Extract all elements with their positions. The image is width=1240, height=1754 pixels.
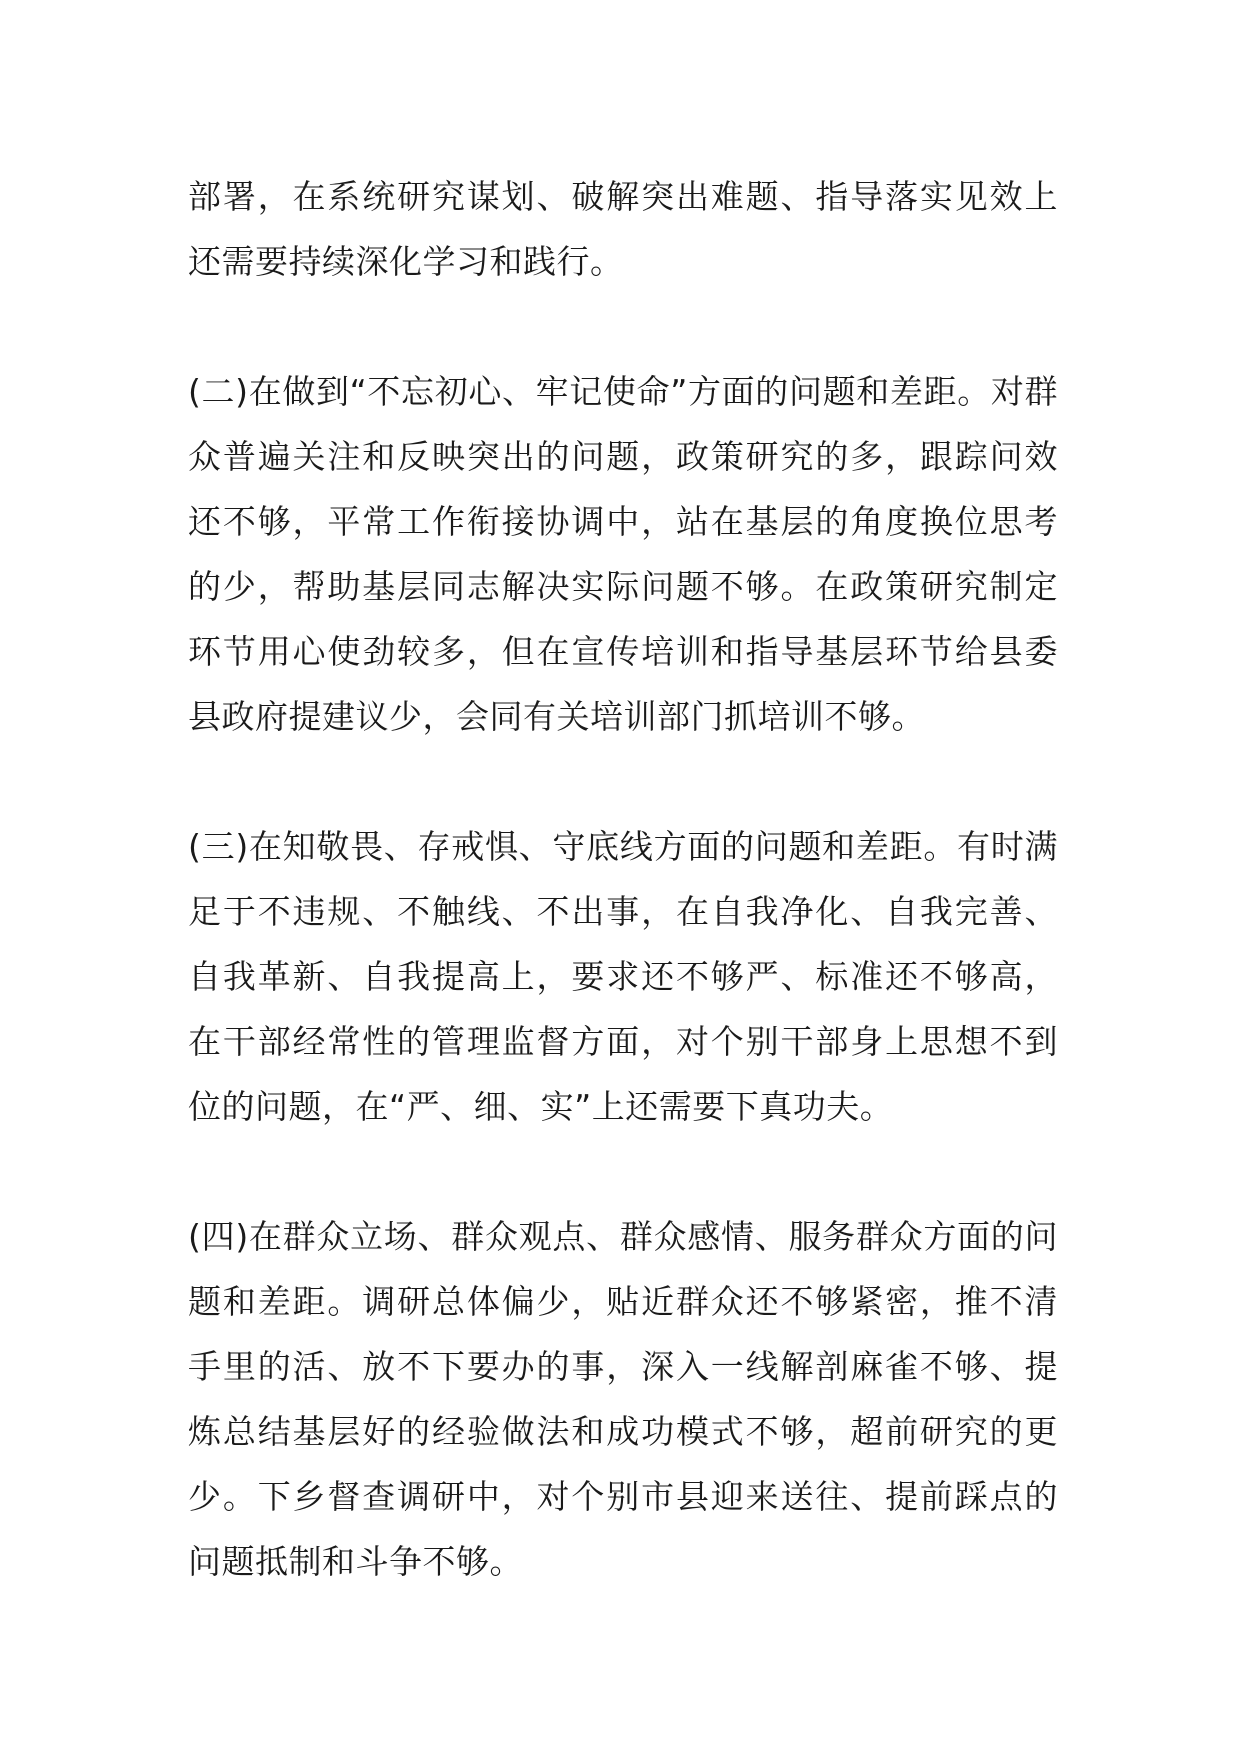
- paragraph-continuation: 部署，在系统研究谋划、破解突出难题、指导落实见效上还需要持续深化学习和践行。: [188, 177, 1058, 281]
- document-body: [188, 164, 1058, 1594]
- paragraph-section-3: (三)在知敬畏、存戒惧、守底线方面的问题和差距。有时满足于不违规、不触线、不出事，在自我净化、自我完善、自我革新、自我提高上，要求还不够严、标准还不够高，在干部经常性的管理监督方面，对个别干部身上思想不到位的问题，在“严、细、实”上还需要下真功夫。: [188, 827, 1058, 1126]
- paragraph-section-4: (四)在群众立场、群众观点、群众感情、服务群众方面的问题和差距。调研总体偏少，贴近群众还不够紧密，推不清手里的活、放不下要办的事，深入一线解剖麻雀不够、提炼总结基层好的经验做法和成功模式不够，超前研究的更少。下乡督查调研中，对个别市县迎来送往、提前踩点的问题抵制和斗争不够。: [188, 1217, 1058, 1581]
- paragraph-section-2: (二)在做到“不忘初心、牢记使命”方面的问题和差距。对群众普遍关注和反映突出的问题，政策研究的多，跟踪问效还不够，平常工作衔接协调中，站在基层的角度换位思考的少，帮助基层同志解决实际问题不够。在政策研究制定环节用心使劲较多，但在宣传培训和指导基层环节给县委县政府提建议少，会同有关培训部门抓培训不够。: [188, 372, 1058, 736]
